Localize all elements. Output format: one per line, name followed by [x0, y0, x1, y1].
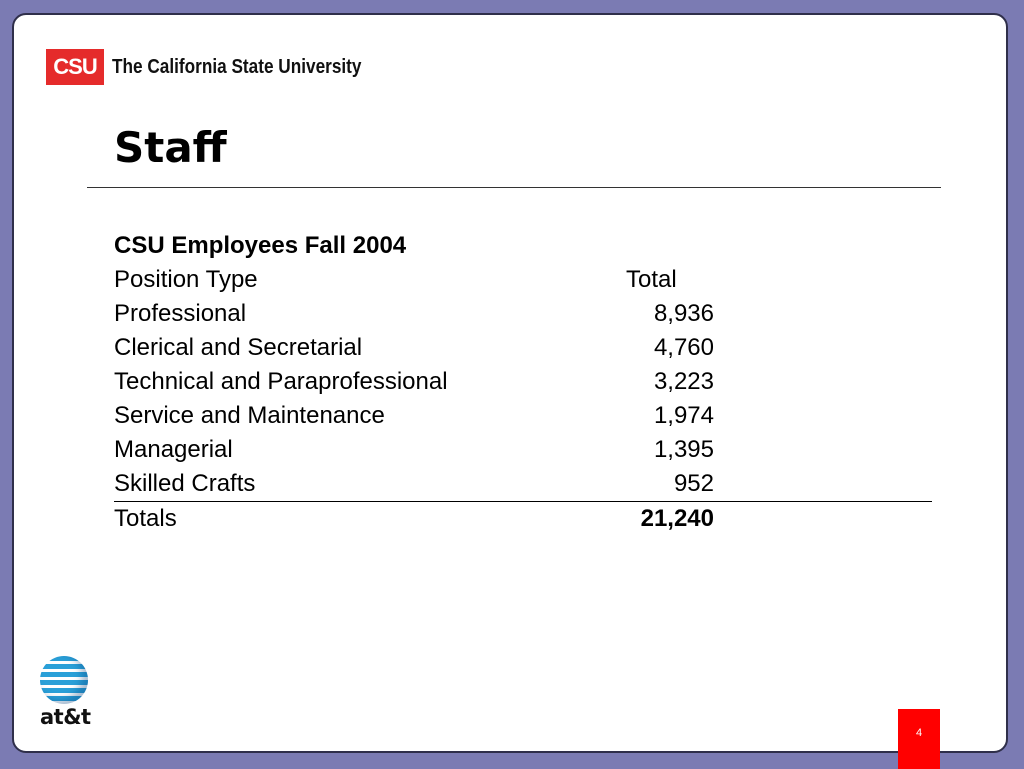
table-row	[114, 467, 932, 501]
att-globe-icon	[40, 656, 88, 704]
att-logo-text: at&t	[40, 705, 91, 729]
slide	[12, 13, 1008, 753]
column-header-position-type: Position Type	[114, 266, 258, 293]
table-header-row	[114, 263, 932, 297]
totals-label: Totals	[114, 505, 177, 532]
total-cell: 3,223	[653, 368, 714, 395]
table-row	[114, 433, 932, 467]
total-cell: 1,395	[653, 436, 714, 463]
csu-logo-name: The California State University	[112, 55, 362, 78]
table-row	[114, 331, 932, 365]
table-heading: CSU Employees Fall 2004	[114, 232, 407, 259]
employee-table	[114, 229, 932, 536]
position-type-cell: Technical and Paraprofessional	[114, 368, 448, 395]
att-logo	[40, 656, 92, 729]
page-number: 4	[898, 709, 940, 769]
title-divider	[87, 187, 941, 188]
position-type-cell: Professional	[114, 300, 247, 327]
csu-logo	[46, 49, 402, 85]
totals-value: 21,240	[640, 505, 714, 532]
table-row	[114, 399, 932, 433]
csu-logo-abbr: CSU	[46, 49, 104, 85]
total-cell: 8,936	[653, 300, 714, 327]
table-row	[114, 365, 932, 399]
slide-title: Staff	[114, 123, 227, 172]
total-cell: 4,760	[653, 334, 714, 361]
total-cell: 952	[673, 470, 714, 497]
total-cell: 1,974	[653, 402, 714, 429]
position-type-cell: Service and Maintenance	[114, 402, 385, 429]
table-row	[114, 297, 932, 331]
column-header-total: Total	[626, 266, 677, 293]
position-type-cell: Skilled Crafts	[114, 470, 256, 497]
position-type-cell: Managerial	[114, 436, 233, 463]
position-type-cell: Clerical and Secretarial	[114, 334, 363, 361]
totals-row	[114, 501, 932, 536]
